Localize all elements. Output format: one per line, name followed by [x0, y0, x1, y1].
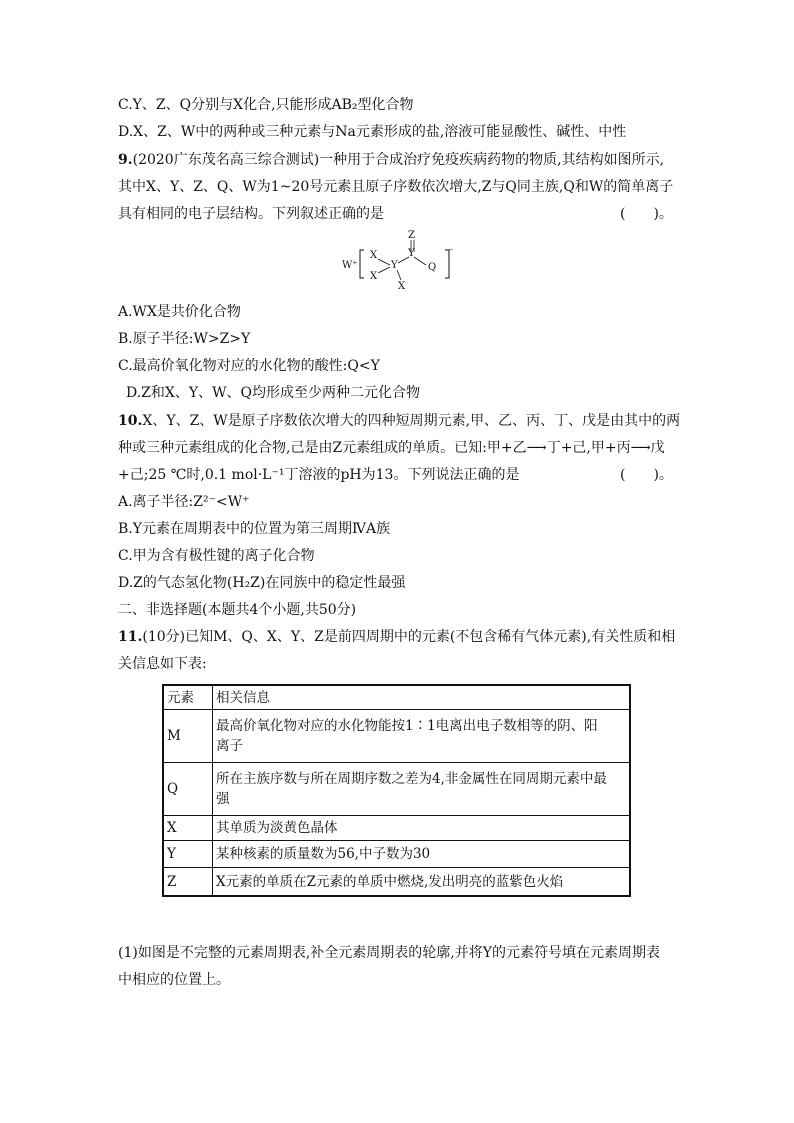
q11-number: 11.: [118, 629, 143, 645]
table-cell-element: Q: [163, 763, 213, 816]
q9-stem-text1: (2020广东茂名高三综合测试)一种用于合成治疗免疫疾病药物的物质,其结构如图所示,: [132, 152, 665, 168]
table-cell-element: X: [163, 816, 213, 841]
q9-stem-line2: 其中X、Y、Z、Q、W为1~20号元素且原子序数依次增大,Z与Q同主族,Q和W的简单离子: [118, 179, 674, 195]
q10-option-a: A.离子半径:Z²⁻<W⁺: [118, 494, 250, 510]
table-cell-info: 某种核素的质量数为56,中子数为30: [213, 841, 631, 868]
info-line: 最高价氧化物对应的水化物能按1∶1电离出电子数相等的阴、阳: [216, 718, 598, 734]
q11-sub1-line2: 中相应的位置上。: [118, 972, 230, 988]
element-info-table: [162, 684, 631, 897]
q11-stem-line2: 关信息如下表:: [118, 656, 207, 672]
table-cell-info: [213, 763, 631, 816]
table-header-row: [163, 685, 630, 710]
structure-y-right: Y: [408, 248, 415, 259]
q9-structure-diagram: [338, 228, 458, 296]
q9-option-a: A.WX是共价化合物: [118, 304, 241, 320]
q10-number: 10.: [118, 413, 143, 429]
q10-option-d: D.Z的气态氢化物(H₂Z)在同族中的稳定性最强: [118, 575, 406, 591]
q10-stem-line2: 种或三种元素组成的化合物,己是由Z元素组成的单质。已知:甲+乙⟶丁+己,甲+丙⟶戊: [118, 440, 665, 456]
table-header-info: 相关信息: [213, 685, 631, 710]
q9-option-b: B.原子半径:W>Z>Y: [118, 331, 251, 347]
q11-stem-text1: (10分)已知M、Q、X、Y、Z是前四周期中的元素(不包含稀有气体元素),有关性质和相: [142, 629, 676, 645]
table-cell-info: 其单质为淡黄色晶体: [213, 816, 631, 841]
section-heading: 二、非选择题(本题共4个小题,共50分): [118, 602, 357, 618]
q9-number: 9.: [118, 152, 133, 168]
info-line: 强: [216, 791, 230, 807]
table-cell-info: X元素的单质在Z元素的单质中燃烧,发出明亮的蓝紫色火焰: [213, 868, 631, 897]
q8-option-c: C.Y、Z、Q分别与X化合,只能形成AB₂型化合物: [118, 97, 414, 113]
structure-x-bottom-left: X: [370, 271, 378, 282]
q9-stem-line3: 具有相同的电子层结构。下列叙述正确的是: [118, 206, 384, 222]
q10-stem-line3: +己;25 ℃时,0.1 mol·L⁻¹丁溶液的pH为13。下列说法正确的是: [118, 467, 520, 483]
q10-stem-text1: X、Y、Z、W是原子序数依次增大的四种短周期元素,甲、乙、丙、丁、戊是由其中的两: [142, 413, 681, 429]
table-cell-info: [213, 710, 631, 763]
q9-answer-paren: ( )。: [620, 206, 673, 222]
q11-sub1-line1: (1)如图是不完整的元素周期表,补全元素周期表的轮廓,并将Y的元素符号填在元素周期表: [118, 945, 660, 961]
table-cell-element: Z: [163, 868, 213, 897]
structure-y-left: Y: [391, 260, 398, 271]
info-line: 所在主族序数与所在周期序数之差为4,非金属性在同周期元素中最: [216, 771, 607, 787]
structure-cation: W⁺: [342, 260, 358, 271]
q10-answer-paren: ( )。: [620, 467, 673, 483]
structure-z-top: Z: [408, 230, 415, 241]
table-row: [163, 816, 630, 841]
table-cell-element: M: [163, 710, 213, 763]
q11-stem-line1: [118, 627, 675, 647]
table-row: [163, 710, 630, 763]
q9-option-c: C.最高价氧化物对应的水化物的酸性:Q<Y: [118, 358, 380, 374]
structure-x-top-left: X: [370, 250, 378, 261]
info-line: 离子: [216, 738, 243, 754]
structure-q: Q: [428, 262, 437, 273]
table-row: [163, 841, 630, 868]
q9-stem-line1: [118, 150, 664, 170]
table-header-element: 元素: [163, 685, 213, 710]
table-cell-element: Y: [163, 841, 213, 868]
q10-option-c: C.甲为含有极性键的离子化合物: [118, 548, 315, 564]
table-row: [163, 868, 630, 897]
q10-stem-line1: [118, 411, 680, 431]
q10-option-b: B.Y元素在周期表中的位置为第三周期ⅣA族: [118, 521, 391, 537]
q9-option-d: D.Z和X、Y、W、Q均形成至少两种二元化合物: [126, 385, 420, 401]
table-row: [163, 763, 630, 816]
structure-charge: ⁻: [448, 247, 454, 258]
q8-option-d: D.X、Z、W中的两种或三种元素与Na元素形成的盐,溶液可能显酸性、碱性、中性: [118, 124, 627, 140]
structure-x-bottom: X: [398, 281, 406, 292]
